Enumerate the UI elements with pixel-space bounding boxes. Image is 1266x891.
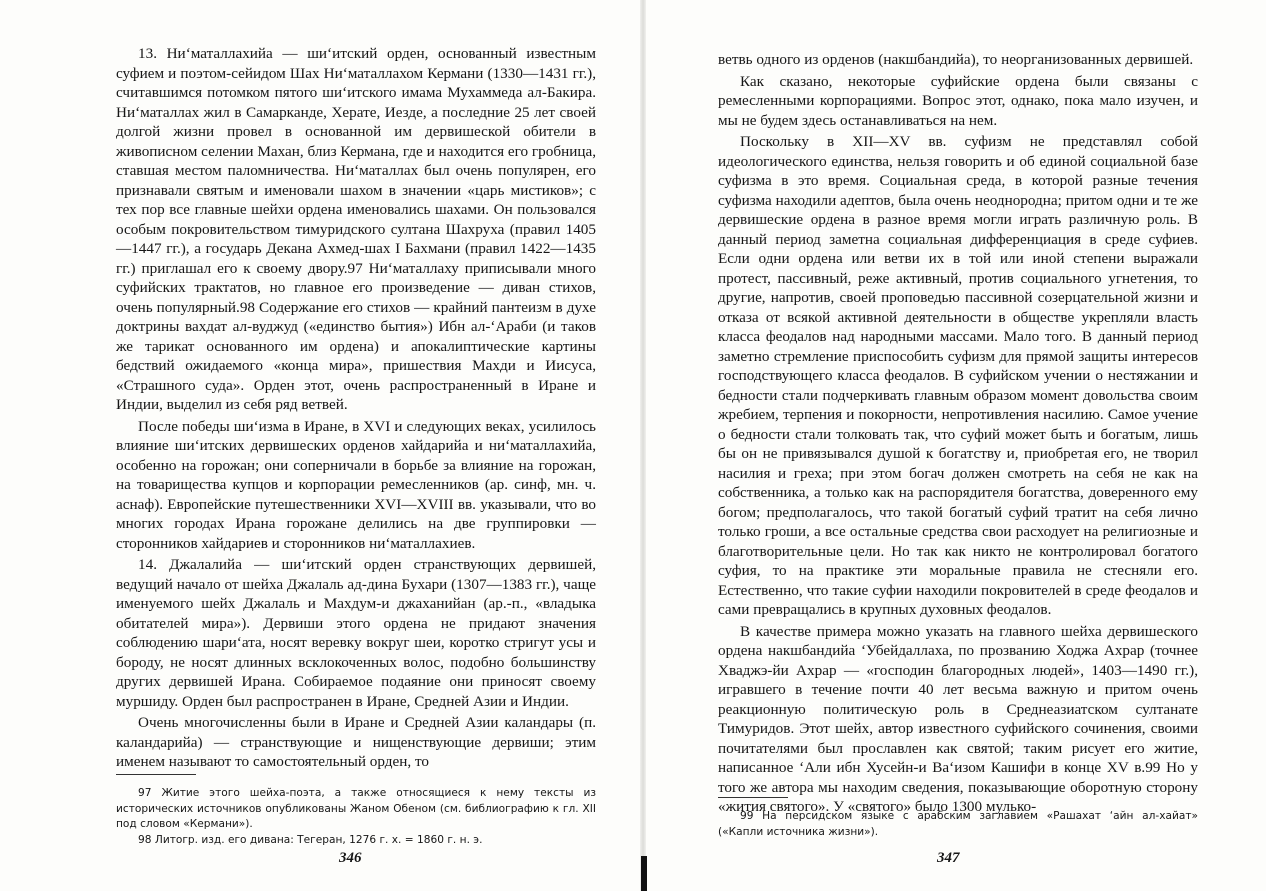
paragraph-nimatallahiya: 13. Ни‘маталлахийа — ши‘итский орден, основанный известным суфием и поэтом-сейидом Шах Ни‘маталлахом Кермани (1330—1431 гг.), считавшимся потомком пятого ши‘итского имама Мухаммеда ал-Бакира. Ни‘маталлах жил в Самарканде, Херате, Иезде, а последние 25 лет своей долгой жизни провел в основанной им дервишеской обители в живописном селении Махан, близ Кермана, где и находится его гробница, ставшая местом паломничества. Ни‘маталлах был очень популярен, его признавали святым и именовали шахом в значении «царь мистиков»; с тех пор все главные шейхи ордена именовались шахами. Он пользовался особым покровительством тимуридского султана Шахруха (правил 1405—1447 гг.), а государь Декана Ахмед-шах I Бахмани (правил 1422—1435 гг.) приглашал его к своему двору.97 Ни‘маталлаху приписывали много суфийских трактатов, но главное его произведение — диван стихов, очень популярный.98 Содержание его стихов — крайний пантеизм в духе доктрины вахдат ал-вуджуд («единство бытия») Ибн ал-‘Араби (и таков же тарикат основанного им ордена) и апокалиптические картины бедствий ожидаемого «конца мира», пришествия Махди и Иисуса, «Страшного суда». Орден этот, очень распространенный в Иране и Индии, выделил из себя ряд ветвей. xyxy=(116,45,596,413)
paragraph-craft-corporations: Как сказано, некоторые суфийские ордена были связаны с ремесленными корпорациями. Вопрос этот, однако, пока мало изучен, и мы не будем здесь останавливаться на нем. xyxy=(718,72,1198,129)
right-page-body xyxy=(718,50,1198,819)
paragraph-after-shiism-victory: После победы ши‘изма в Иране, в XVI и следующих веках, усилилось влияние ши‘итских дервишеских орденов хайдарийа и ни‘маталлахийа, особенно на горожан; они соперничали в борьбе за влияние на горожан, на товарищества купцов и корпорации ремесленников (ар. синф, мн. ч. аснаф). Европейские путешественники XVI—XVIII вв. указывали, что во многих городах Ирана горожане делились на две группировки — сторонников хайдариев и сторонников ни‘маталлахиев. xyxy=(116,417,596,552)
paragraph-qalandars: Очень многочисленны были в Иране и Средней Азии каландары (п. каландарийа) — странствующие и нищенствующие дервиши; этим именем называют то самостоятельный орден, то xyxy=(116,714,596,770)
paragraph-jalaliya: 14. Джалалийа — ши‘итский орден странствующих дервишей, ведущий начало от шейха Джалаль ад-дина Бухари (1307—1383 гг.), чаще именуемого шейх Джалаль и Махдум-и джаханийан (ар.-п., «владыка обитателей мира»). Дервиши этого ордена не придают значения соблюдению шари‘ата, носят веревку вокруг шеи, коротко стригут усы и бороду, не носят длинных всклокоченных волос, подобно большинству других дервишей Ирана. Собираемое подаяние они приносят своему муршиду. Орден был распространен в Иране, Средней Азии и Индии. xyxy=(116,556,596,710)
footnote-divider xyxy=(718,797,788,798)
footnote-99: 99 На персидском языке с арабским заглавием «Рашахат ‘айн ал-хайат» («Капли источника жизни»). xyxy=(718,810,1198,838)
footnote-97: 97 Житие этого шейха-поэта, а также относящиеся к нему тексты из исторических источников опубликованы Жаном Обеном (см. библиографию к гл. XII под словом «Кермани»). xyxy=(116,787,596,830)
paragraph-khoja-ahrar: В качестве примера можно указать на главного шейха дервишеского ордена накшбандийа ‘Убейдаллаха, по прозванию Ходжа Ахрар (точнее Хваджэ-йи Ахрар — «господин благородных людей», 1403—1490 гг.), игравшего в течение почти 40 лет весьма важную и притом очень реакционную политическую роль в Среднеазиатском султанате Тимуридов. Этот шейх, автор известного суфийского сочинения, своими почитателями был прославлен как святой; таким рисует его житие, написанное ‘Али ибн Хусейн-и Ва‘изом Кашифи в конце XV в.99 Но у того же автора мы находим сведения, показывающие оборотную сторону «жития святого». У «святого» было 1300 мулько- xyxy=(718,622,1198,815)
footnote-divider xyxy=(116,774,196,775)
footnote-98: 98 Литогр. изд. его дивана: Тегеран, 1276 г. х. = 1860 г. н. э. xyxy=(138,833,483,846)
left-page-body xyxy=(116,44,596,774)
left-page-footnotes xyxy=(116,786,596,848)
right-page xyxy=(646,0,1266,891)
paragraph-continuation: ветвь одного из орденов (накшбандийа), то неорганизованных дервишей. xyxy=(718,51,1194,68)
page-number-left: 346 xyxy=(339,850,362,866)
page-number-right: 347 xyxy=(937,850,960,866)
paragraph-social-base: Поскольку в XII—XV вв. суфизм не представлял собой идеологического единства, нельзя говорить и об единой социальной базе суфизма в это время. Социальная среда, в которой разные течения суфизма находили адептов, была очень неоднородна; притом одни и те же дервишеские ордена в разное время могли играть различную роль. В данный период заметна социальная дифференциация в среде суфиев. Если одни ордена или ветви их в той или иной степени выражали протест, пассивный, реже активный, против социального угнетения, то другие, напротив, своей проповедью пассивной созерцательной жизни и отказа от всякой активной деятельности в обществе укрепляли власть класса феодалов над народными массами. Мало того. В данный период заметно стремление приспособить суфизм для прямой защиты интересов господствующего класса феодалов. В суфийском учении о нестяжании и бедности стали подчеркивать главным образом момент довольства своим жребием, терпения и покорности, непротивления насилию. Самое учение о бедности стали толковать так, что суфий может быть и богатым, лишь бы он не привязывался душой к богатству и, приобретая его, не творил насилия и греха; при этом богач должен смотреть на себя не как на собственника, а только как на распорядителя богатства, доверенного ему богом; предполагалось, что такой богатый суфий тратит на себя лично только гроши, а все остальные средства свои расходует на религиозные и благотворительные цели. Но так как никто не контролировал богатого суфия, то на практике эти моральные правила не стесняли его. Естественно, что такие суфии находили покровителей в среде феодалов и сами превращались в крупных духовных феодалов. xyxy=(718,133,1198,618)
right-page-footnotes xyxy=(718,809,1198,840)
